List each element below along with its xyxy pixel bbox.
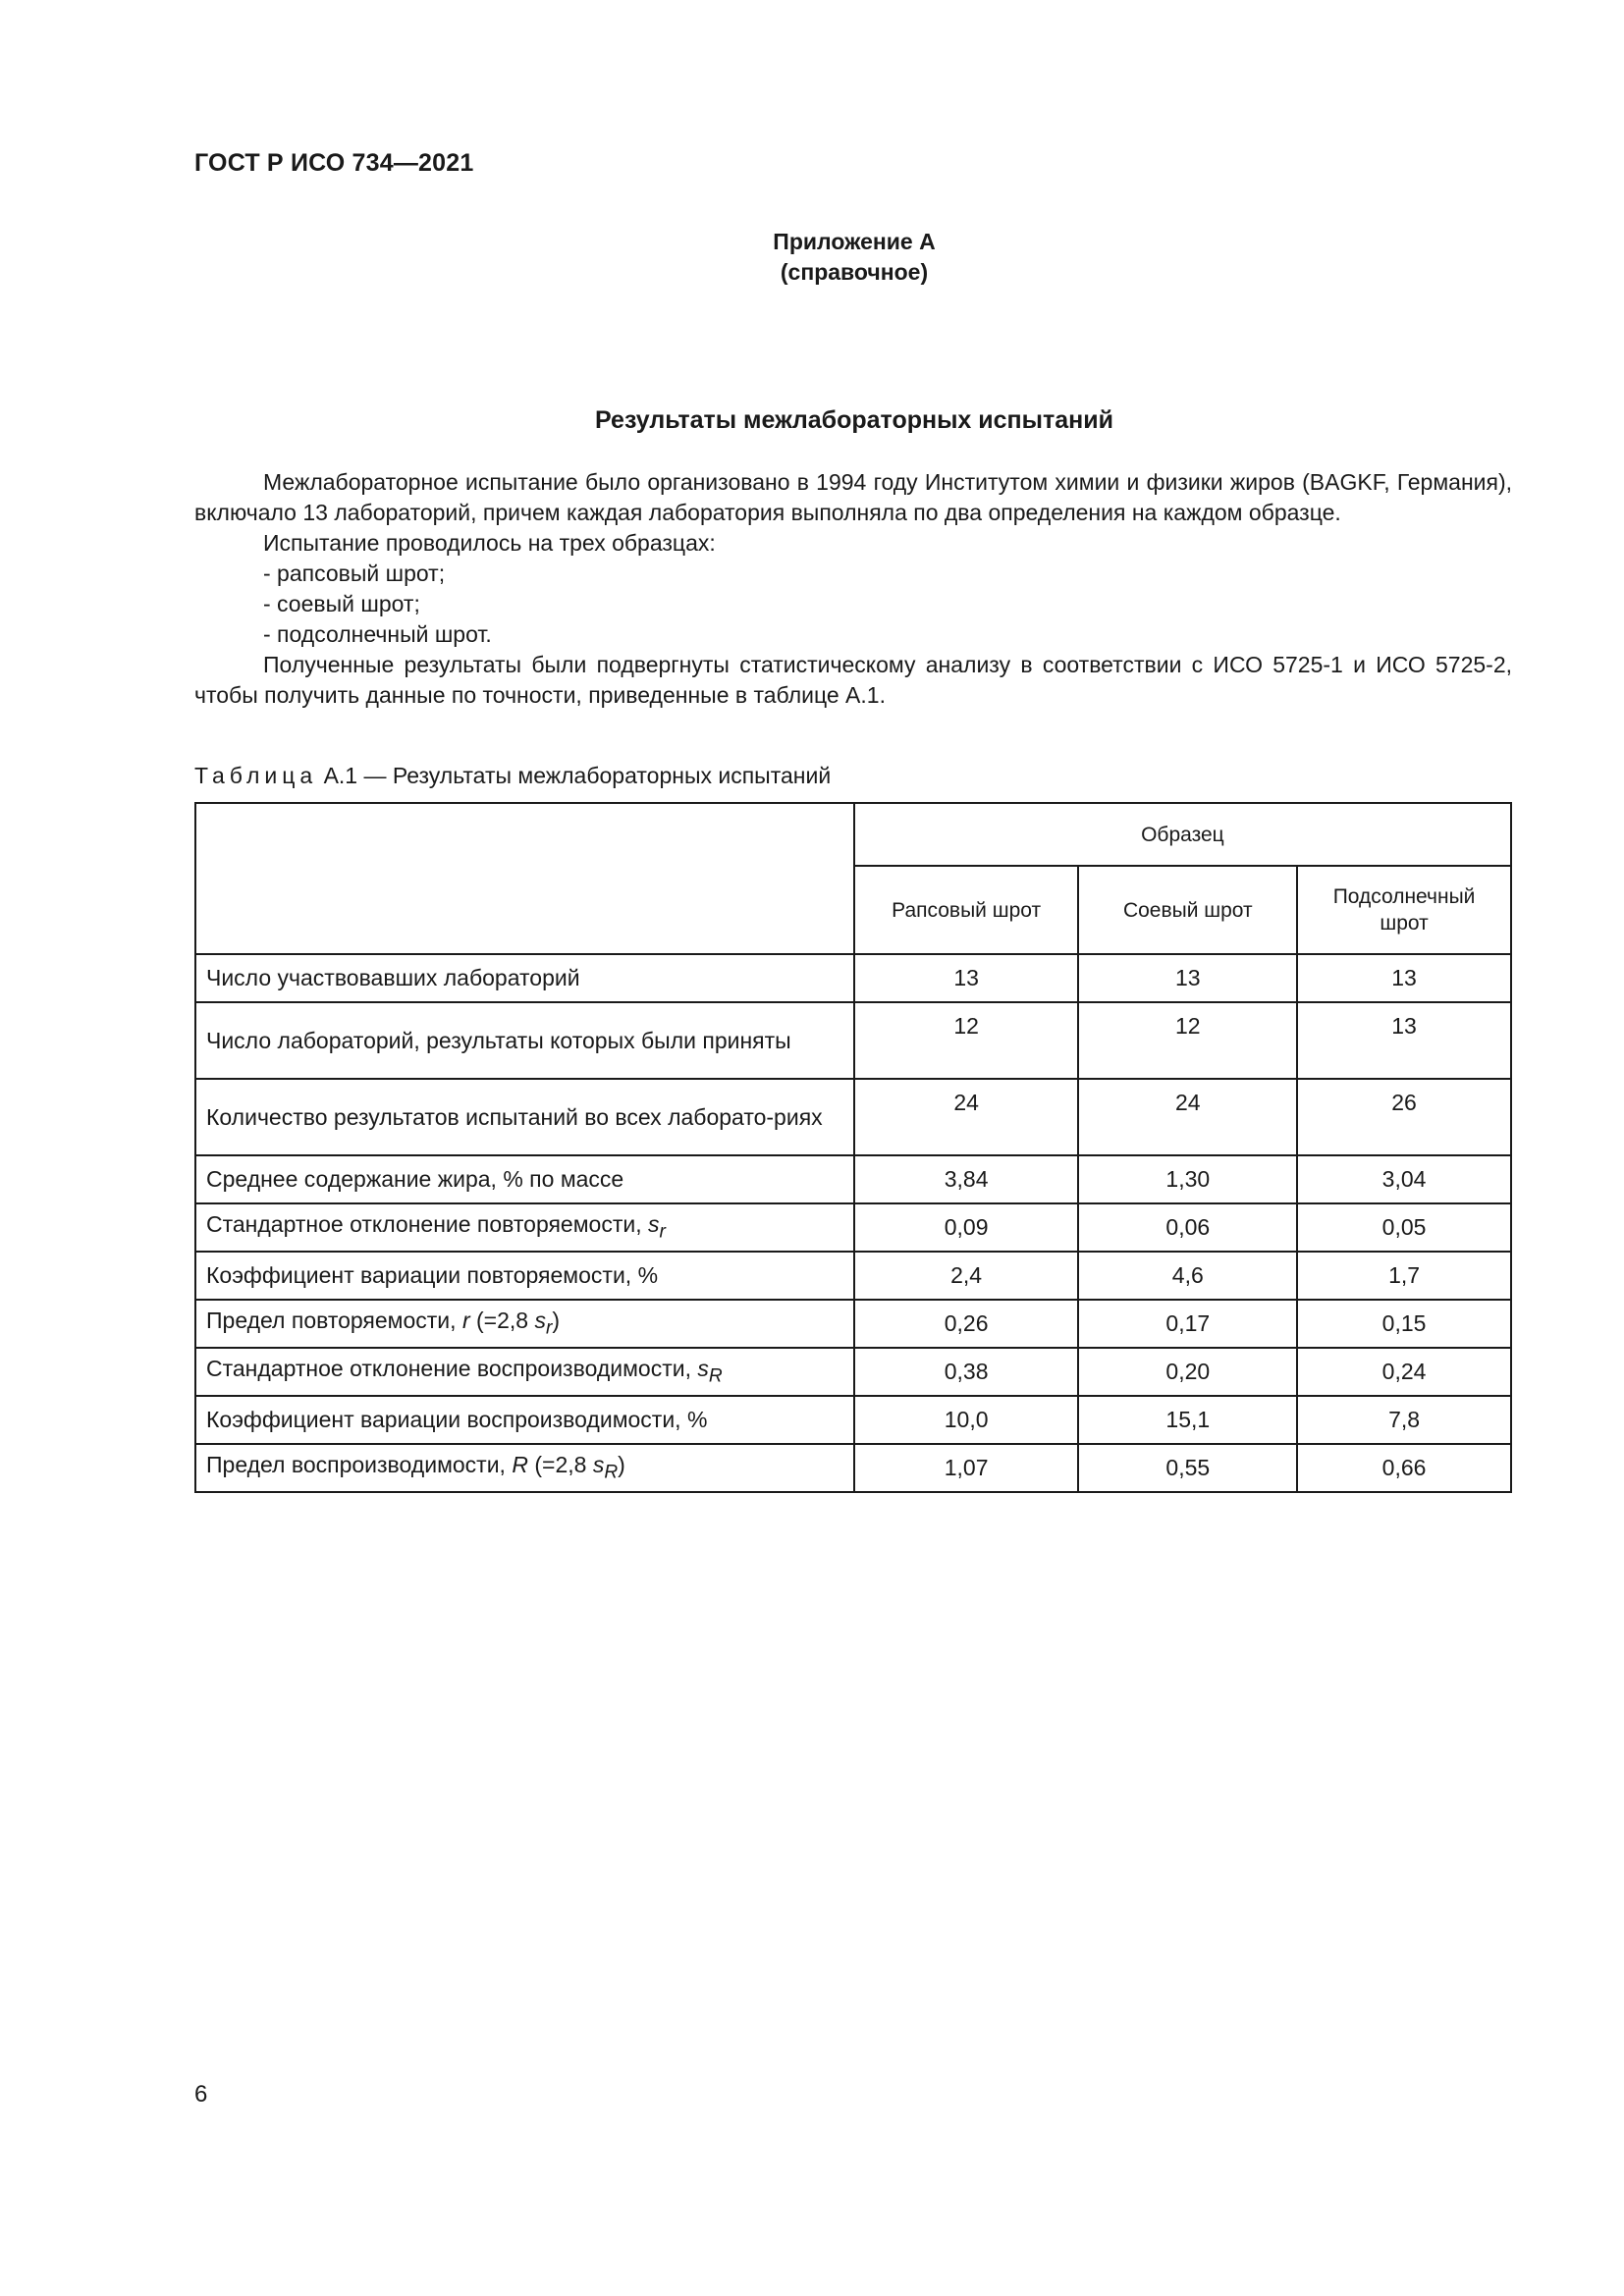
table-row	[195, 1444, 1511, 1492]
table-caption-prefix: Таблица	[194, 763, 318, 788]
symbol: s	[534, 1308, 546, 1334]
sample-item: - рапсовый шрот;	[263, 561, 446, 586]
formula-text: (=2,8	[476, 1308, 529, 1334]
cell-value: 0,06	[1078, 1203, 1297, 1252]
symbol-subscript: r	[545, 1317, 553, 1339]
row-label-text: Стандартное отклонение повторяемости,	[206, 1211, 642, 1238]
cell-value: 1,7	[1297, 1252, 1511, 1300]
symbol: s	[697, 1356, 709, 1382]
table-header-row	[195, 803, 1511, 866]
row-label-text: Предел повторяемости,	[206, 1308, 457, 1334]
cell-value: 13	[1297, 954, 1511, 1002]
table-caption	[194, 763, 831, 789]
row-label	[195, 1300, 854, 1348]
cell-value: 7,8	[1297, 1396, 1511, 1444]
sample-item: - соевый шрот;	[263, 591, 420, 616]
cell-value: 1,30	[1078, 1155, 1297, 1203]
column-header: Соевый шрот	[1078, 866, 1297, 954]
cell-value: 0,24	[1297, 1348, 1511, 1396]
cell-value: 24	[1078, 1079, 1297, 1155]
document-header: ГОСТ Р ИСО 734—2021	[194, 149, 474, 177]
column-header: Подсолнечный шрот	[1297, 866, 1511, 954]
table-row	[195, 1300, 1511, 1348]
cell-value: 0,15	[1297, 1300, 1511, 1348]
symbol: r	[461, 1308, 470, 1334]
cell-value: 24	[854, 1079, 1079, 1155]
cell-value: 0,26	[854, 1300, 1079, 1348]
cell-value: 0,05	[1297, 1203, 1511, 1252]
section-title: Результаты межлабораторных испытаний	[594, 406, 1113, 434]
formula-close: )	[618, 1452, 625, 1478]
cell-value: 0,38	[854, 1348, 1079, 1396]
group-header: Образец	[854, 803, 1511, 866]
table-row	[195, 1203, 1511, 1252]
cell-value: 0,09	[854, 1203, 1079, 1252]
cell-value: 13	[1297, 1002, 1511, 1079]
row-label: Коэффициент вариации воспроизводимости, %	[195, 1396, 854, 1444]
cell-value: 0,17	[1078, 1300, 1297, 1348]
symbol-subscript: R	[708, 1365, 723, 1387]
cell-value: 10,0	[854, 1396, 1079, 1444]
symbol: s	[592, 1452, 605, 1478]
table-caption-text: А.1 — Результаты межлабораторных испытаний	[323, 763, 832, 788]
row-label: Количество результатов испытаний во всех лаборато-риях	[195, 1079, 854, 1155]
conclusion-paragraph: Полученные результаты были подвергнуты статистическому анализу в соответствии с ИСО 5725-1 и ИСО 5725-2, чтобы получить данные по точности, приведенные в таблице А.1.	[194, 652, 1512, 708]
row-label: Число лабораторий, результаты которых были приняты	[195, 1002, 854, 1079]
table-row	[195, 1396, 1511, 1444]
cell-value: 12	[1078, 1002, 1297, 1079]
cell-value: 1,07	[854, 1444, 1079, 1492]
sample-item: - подсолнечный шрот.	[263, 621, 492, 647]
cell-value: 0,20	[1078, 1348, 1297, 1396]
row-label-text: Стандартное отклонение воспроизводимости,	[206, 1356, 691, 1382]
formula-close: )	[552, 1308, 561, 1334]
cell-value: 13	[1078, 954, 1297, 1002]
row-label-text: Предел воспроизводимости,	[206, 1452, 506, 1478]
samples-intro: Испытание проводилось на трех образцах:	[263, 530, 716, 556]
results-table	[194, 802, 1512, 1493]
header-empty-cell	[195, 803, 854, 954]
cell-value: 0,55	[1078, 1444, 1297, 1492]
column-header: Рапсовый шрот	[854, 866, 1079, 954]
intro-paragraph: Межлабораторное испытание было организовано в 1994 году Институтом химии и физики жиров (BAGKF, Германия), включало 13 лабораторий, причем каждая лаборатория выполняла по два определения на каждом образце.	[194, 469, 1512, 525]
cell-value: 26	[1297, 1079, 1511, 1155]
symbol: R	[512, 1452, 528, 1478]
table-row	[195, 1155, 1511, 1203]
cell-value: 13	[854, 954, 1079, 1002]
cell-value: 3,04	[1297, 1155, 1511, 1203]
row-label: Число участвовавших лабораторий	[195, 954, 854, 1002]
annex-subtitle: (справочное)	[780, 259, 929, 285]
symbol-subscript: R	[604, 1462, 619, 1483]
row-label: Коэффициент вариации повторяемости, %	[195, 1252, 854, 1300]
cell-value: 12	[854, 1002, 1079, 1079]
cell-value: 15,1	[1078, 1396, 1297, 1444]
table-row	[195, 1079, 1511, 1155]
row-label	[195, 1444, 854, 1492]
symbol: s	[648, 1211, 660, 1238]
table-row	[195, 954, 1511, 1002]
symbol-subscript: r	[659, 1221, 666, 1243]
cell-value: 2,4	[854, 1252, 1079, 1300]
annex-title: Приложение А	[773, 229, 936, 254]
body-text	[194, 467, 1512, 711]
row-label	[195, 1348, 854, 1396]
formula-text: (=2,8	[534, 1452, 587, 1478]
table-row	[195, 1348, 1511, 1396]
row-label	[195, 1203, 854, 1252]
cell-value: 0,66	[1297, 1444, 1511, 1492]
row-label: Среднее содержание жира, % по массе	[195, 1155, 854, 1203]
cell-value: 4,6	[1078, 1252, 1297, 1300]
annex-heading	[0, 227, 1624, 288]
page-number: 6	[194, 2081, 208, 2108]
cell-value: 3,84	[854, 1155, 1079, 1203]
table-row	[195, 1252, 1511, 1300]
table-row	[195, 1002, 1511, 1079]
